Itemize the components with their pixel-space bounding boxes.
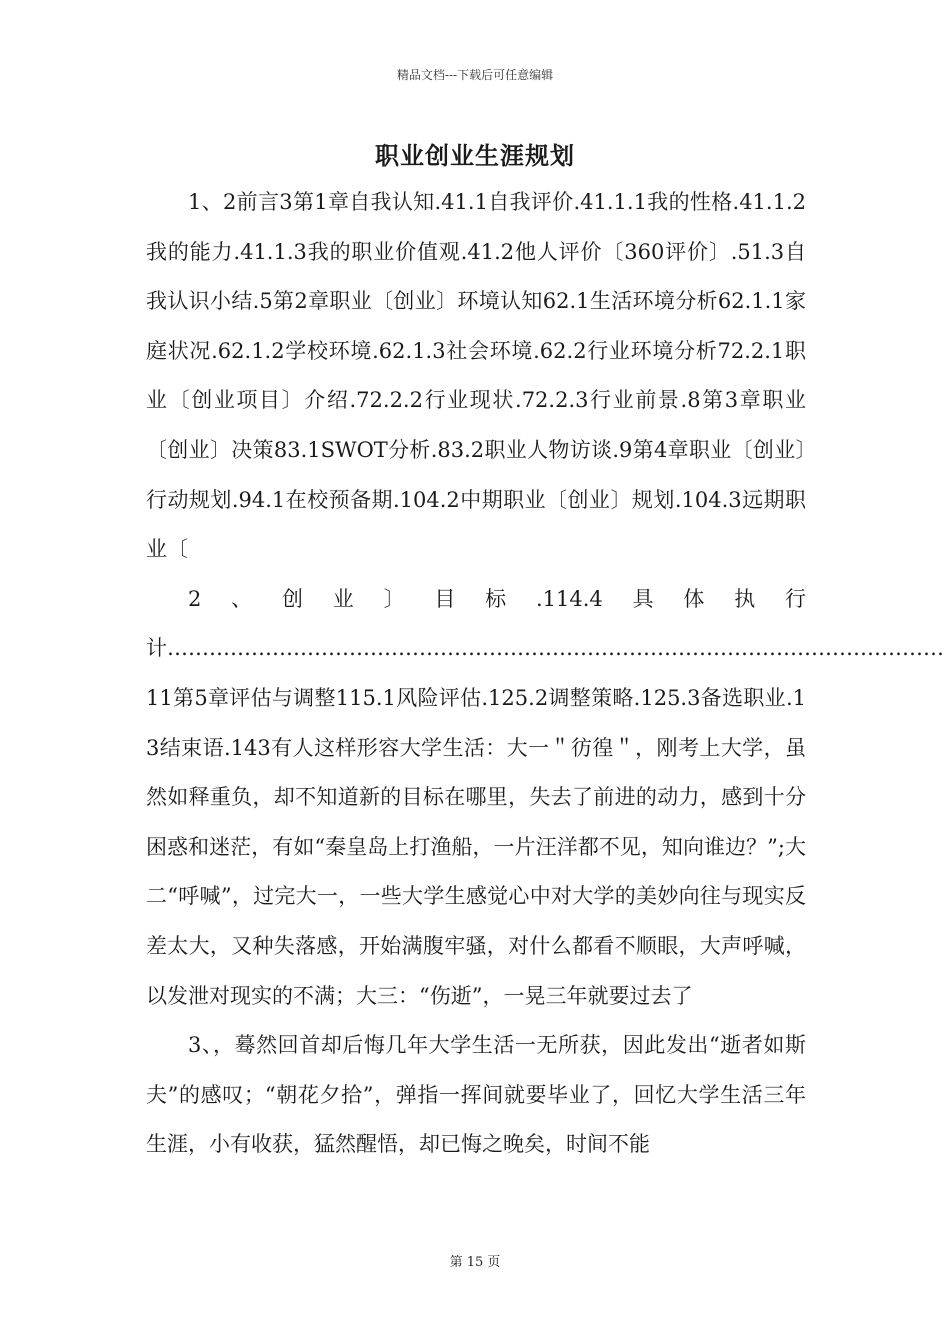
paragraph-1: 1、2前言3第1章自我认知.41.1自我评价.41.1.1我的性格.41.1.2我的能力.41.1.3我的职业价值观.41.2他人评价〔360评价〕.51.3自我认识小结.5第2章职业〔创业〕环境认知62.1生活环境分析62.1.1家庭状况.62.1.2学校环境.62.1.3社会环境.62.2行业环境分析72.2.1职业〔创业项目〕介绍.72.2.2行业现状.72.2.3行业前景.8第3章职业〔创业〕决策83.1SWOT分析.83.2职业人物访谈.9第4章职业〔创业〕行动规划.94.1在校预备期.104.2中期职业〔创业〕规划.104.3远期职业〔 <box>146 190 806 562</box>
document-title: 职业创业生涯规划 <box>375 141 575 170</box>
header-note: 精品文档---下载后可任意编辑 <box>396 68 554 82</box>
document-body <box>146 178 944 1170</box>
paragraph-3: 3、，蓦然回首却后悔几年大学生活一无所获，因此发出“逝者如斯夫”的感叹；“朝花夕拾”，弹指一挥间就要毕业了，回忆大学生活三年生涯，小有收获，猛然醒悟，却已悔之晚矣，时间不能 <box>146 1033 806 1157</box>
page-number: 第 15 页 <box>449 1255 501 1270</box>
paragraph-2: 2、创业〕目标.114.4具体执行计…………………………………………………………………………………………………11第5章评估与调整115.1风险评估.125.2调整策略.125.3备选职业.13结束语.143有人这样形容大学生活：大一＂彷徨＂，刚考上大学，虽然如释重负，却不知道新的目标在哪里，失去了前进的动力，感到十分困惑和迷茫，有如“秦皇岛上打渔船，一片汪洋都不见，知向谁边？”;大二“呼喊”，过完大一，一些大学生感觉心中对大学的美妙向往与现实反差太大，又种失落感，开始满腹牢骚，对什么都看不顺眼，大声呼喊，以发泄对现实的不满；大三：“伤逝”，一晃三年就要过去了 <box>146 586 944 1008</box>
